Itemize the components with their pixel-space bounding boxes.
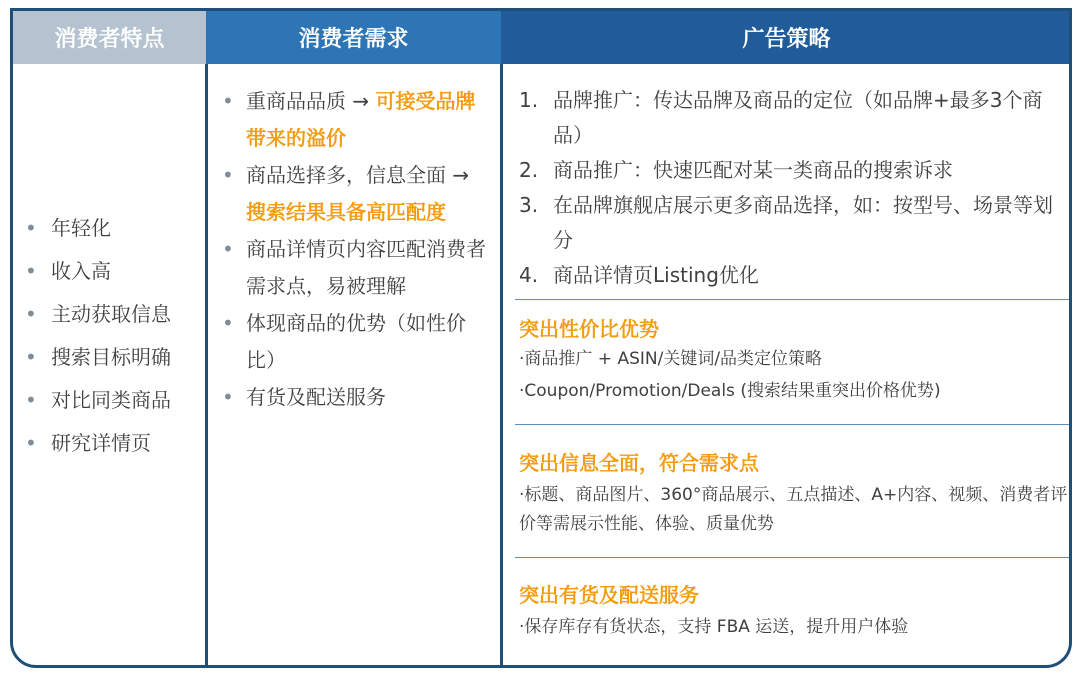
section-divider (515, 557, 1069, 558)
strategy-item (519, 258, 1067, 293)
trait-item: • 对比同类商品 (17, 386, 201, 414)
need-highlight: 搜索结果具备高匹配度 (246, 200, 446, 224)
column-divider (205, 64, 208, 665)
strategy-item (519, 188, 1067, 258)
section-title: 突出有货及配送服务 (519, 583, 699, 607)
trait-item: • 主动获取信息 (17, 300, 201, 328)
section-title: 突出性价比优势 (519, 317, 659, 341)
need-text: 体现商品的优势（如性价比） (246, 311, 466, 372)
section-line: ·Coupon/Promotion/Deals (搜索结果重突出价格优势) (519, 381, 941, 401)
header-ad-strategy: 广告策略 (501, 11, 1072, 64)
trait-item: • 收入高 (17, 257, 201, 285)
section-line: ·标题、商品图片、360°商品展示、五点描述、A+内容、视频、消费者评价等需展示性能、体验、质量优势 (519, 485, 1068, 534)
strategy-text: 品牌推广：传达品牌及商品的定位（如品牌+最多3个商品） (553, 88, 1043, 147)
trait-item: • 研究详情页 (17, 429, 201, 457)
strategy-list (519, 83, 1067, 293)
need-item (213, 83, 493, 157)
need-text: 有货及配送服务 (246, 385, 386, 409)
strategy-number: 2. (519, 158, 539, 182)
strategy-text: 商品详情页Listing优化 (553, 263, 759, 287)
need-item (213, 231, 493, 305)
section-divider (515, 424, 1069, 425)
need-item (213, 379, 493, 416)
need-item (213, 157, 493, 231)
header-consumer-needs: 消费者需求 (206, 11, 501, 64)
column-divider (500, 64, 503, 665)
traits-list (17, 214, 201, 472)
need-item (213, 305, 493, 379)
trait-item: • 搜索目标明确 (17, 343, 201, 371)
section-line: ·商品推广 + ASIN/关键词/品类定位策略 (519, 349, 823, 369)
need-highlight: 可接受品牌带来的溢价 (246, 89, 476, 150)
strategy-number: 4. (519, 263, 539, 287)
header-consumer-traits: 消费者特点 (13, 11, 206, 64)
strategy-text: 在品牌旗舰店展示更多商品选择，如：按型号、场景等划分 (553, 193, 1053, 252)
trait-item: • 年轻化 (17, 214, 201, 242)
needs-list (213, 83, 493, 416)
strategy-item (519, 83, 1067, 153)
strategy-text: 商品推广：快速匹配对某一类商品的搜索诉求 (553, 158, 953, 182)
section-line: ·保存库存有货状态，支持 FBA 运送，提升用户体验 (519, 617, 909, 637)
section-title: 突出信息全面，符合需求点 (519, 451, 759, 475)
strategy-item (519, 153, 1067, 188)
strategy-table (10, 8, 1072, 668)
section-divider (515, 299, 1069, 300)
strategy-number: 1. (519, 88, 539, 112)
need-text: 商品选择多，信息全面 → (246, 163, 470, 187)
need-text: 重商品品质 → (246, 89, 376, 113)
strategy-number: 3. (519, 193, 539, 217)
need-text: 商品详情页内容匹配消费者需求点，易被理解 (246, 237, 486, 298)
